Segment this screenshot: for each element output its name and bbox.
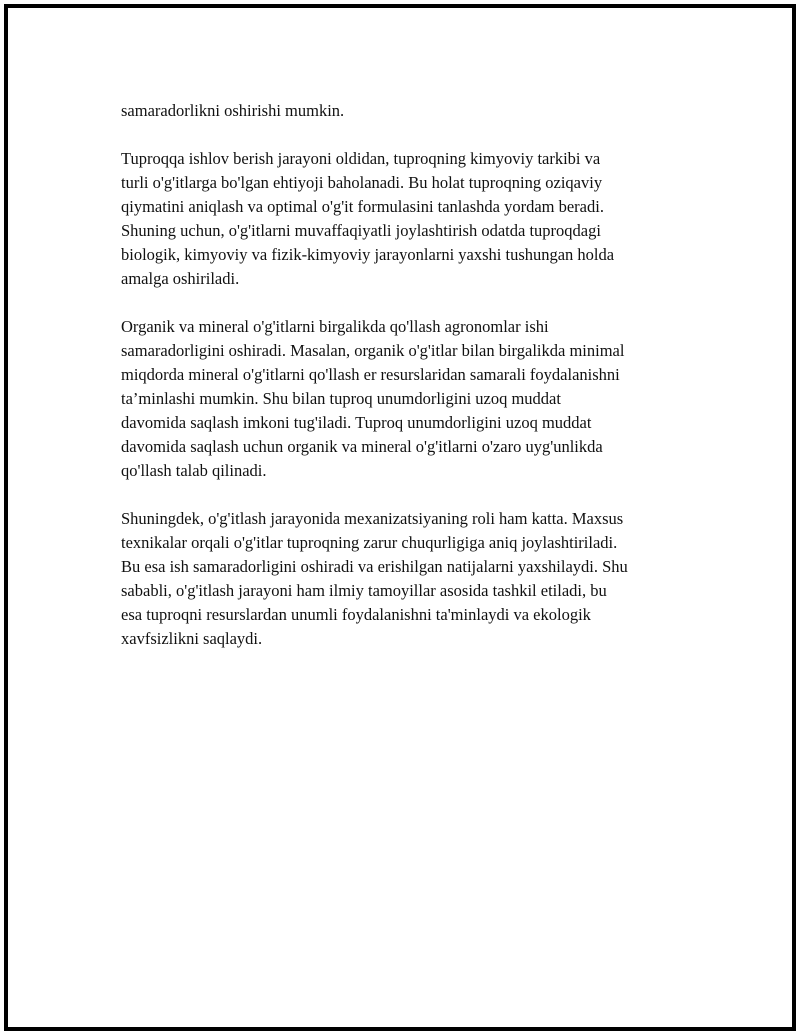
text-line: xavfsizlikni saqlaydi. bbox=[121, 629, 263, 648]
text-line: qiymatini aniqlash va optimal o'g'it formulasini tanlashda yordam beradi. bbox=[121, 197, 604, 216]
text-line: Shuningdek, o'g'itlash jarayonida mexanizatsiyaning roli ham katta. Maxsus bbox=[121, 509, 624, 528]
text-line: davomida saqlash imkoni tug'iladi. Tuproq unumdorligini uzoq muddat bbox=[121, 413, 592, 432]
document-body bbox=[121, 99, 681, 675]
text-line: biologik, kimyoviy va fizik-kimyoviy jarayonlarni yaxshi tushungan holda bbox=[121, 245, 615, 264]
text-line: turli o'g'itlarga bo'lgan ehtiyoji baholanadi. Bu holat tuproqning oziqaviy bbox=[121, 173, 603, 192]
text-line: Bu esa ish samaradorligini oshiradi va erishilgan natijalarni yaxshilaydi. Shu bbox=[121, 557, 628, 576]
text-line: miqdorda mineral o'g'itlarni qo'llash er resurslaridan samarali foydalanishni bbox=[121, 365, 620, 384]
text-line: Organik va mineral o'g'itlarni birgalikda qo'llash agronomlar ishi bbox=[121, 317, 549, 336]
paragraph-4 bbox=[121, 507, 681, 651]
text-line: Tuproqqa ishlov berish jarayoni oldidan, tuproqning kimyoviy tarkibi va bbox=[121, 149, 601, 168]
paragraph-1 bbox=[121, 99, 681, 123]
text-line: Shuning uchun, o'g'itlarni muvaffaqiyatli joylashtirish odatda tuproqdagi bbox=[121, 221, 601, 240]
text-line: qo'llash talab qilinadi. bbox=[121, 461, 267, 480]
paragraph-2 bbox=[121, 147, 681, 291]
paragraph-3 bbox=[121, 315, 681, 483]
text-line: ta’minlashi mumkin. Shu bilan tuproq unumdorligini uzoq muddat bbox=[121, 389, 561, 408]
text-line: samaradorligini oshiradi. Masalan, organik o'g'itlar bilan birgalikda minimal bbox=[121, 341, 625, 360]
text-line: esa tuproqni resurslardan unumli foydalanishni ta'minlaydi va ekologik bbox=[121, 605, 591, 624]
text-line: texnikalar orqali o'g'itlar tuproqning zarur chuqurligiga aniq joylashtiriladi. bbox=[121, 533, 618, 552]
text-line: samaradorlikni oshirishi mumkin. bbox=[121, 101, 345, 120]
text-line: sababli, o'g'itlash jarayoni ham ilmiy tamoyillar asosida tashkil etiladi, bu bbox=[121, 581, 607, 600]
text-line: davomida saqlash uchun organik va mineral o'g'itlarni o'zaro uyg'unlikda bbox=[121, 437, 603, 456]
document-page bbox=[4, 4, 796, 1031]
text-line: amalga oshiriladi. bbox=[121, 269, 240, 288]
